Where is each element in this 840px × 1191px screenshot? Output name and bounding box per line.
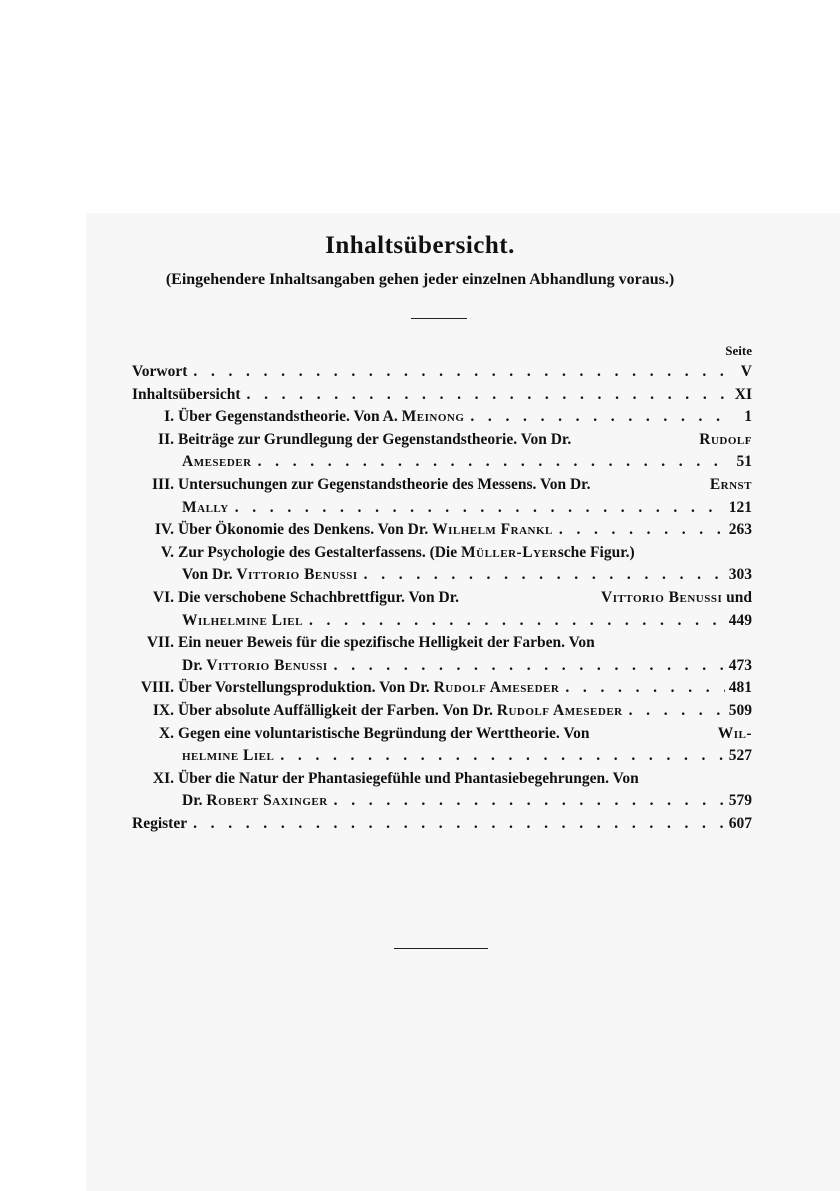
toc-page-number: 527 <box>728 747 752 765</box>
toc-entry-title <box>178 406 470 429</box>
toc-entry-title <box>182 655 334 678</box>
toc-entry-10-line-2 <box>132 745 752 768</box>
toc-title-text: sche Figur.) <box>557 543 635 561</box>
toc-author: Wilhelmine Liel <box>182 611 303 629</box>
toc-title-text: Über Gegenstandstheorie. Von A. <box>178 408 398 426</box>
toc-entry-label: Register <box>132 814 188 832</box>
toc-title-text: Von Dr. <box>182 566 233 584</box>
dot-leader <box>193 361 726 384</box>
toc-title-text: Über absolute Auffälligkeit der Farben. Von Dr. <box>178 701 493 719</box>
dot-leader <box>364 564 725 587</box>
toc-title-text: Dr. <box>182 656 203 674</box>
toc-entry-numeral: VII. <box>146 634 174 652</box>
toc-entry-6-line-2 <box>132 610 752 633</box>
toc-author: helmine Liel <box>182 747 275 765</box>
toc-entry-title: Ein neuer Beweis für die spezifische Helligkeit der Farben. Von <box>178 634 595 652</box>
toc-entry-11-line-2 <box>132 790 752 813</box>
toc-entry-numeral: IV. <box>154 521 174 539</box>
toc-entry-register <box>132 813 752 836</box>
toc-entry-7-line-1 <box>132 632 752 655</box>
toc-author: Rudolf <box>699 430 752 448</box>
toc-entry-title <box>178 429 752 452</box>
toc-entry-2-line-1 <box>132 429 752 452</box>
toc-entry-title: Über die Natur der Phantasiegefühle und Phantasiebegehrungen. Von <box>178 769 639 787</box>
dot-leader <box>629 700 725 723</box>
toc-entry-numeral: VI. <box>152 588 174 606</box>
top-divider <box>411 318 467 319</box>
toc-page-number: 473 <box>728 656 752 674</box>
toc-entry-title <box>178 723 752 746</box>
toc-title-text: Gegen eine voluntaristische Begründung der Werttheorie. Von <box>178 724 590 742</box>
toc-author: Müller-Lyer <box>461 543 558 561</box>
toc-entry-3-line-1 <box>132 474 752 497</box>
toc-entry-numeral: I. <box>164 408 174 426</box>
toc-entry-numeral: III. <box>152 475 174 493</box>
page-title: Inhaltsübersicht. <box>325 232 515 259</box>
toc-page-number: XI <box>734 385 752 403</box>
dot-leader <box>309 610 725 633</box>
toc-entry-title <box>178 587 752 610</box>
toc-entry-5-line-2 <box>132 564 752 587</box>
toc-author: Rudolf Ameseder <box>433 679 560 697</box>
dot-leader <box>565 677 724 700</box>
dot-leader <box>280 745 724 768</box>
dot-leader <box>258 451 726 474</box>
toc-page-number: 481 <box>728 679 752 697</box>
toc-title-text: Untersuchungen zur Gegenstandstheorie des Messens. Von Dr. <box>178 475 591 493</box>
dot-leader <box>235 497 725 520</box>
toc-entry-1 <box>132 406 752 429</box>
dot-leader <box>334 655 725 678</box>
toc-entry-inhalt <box>132 384 752 407</box>
toc-author: Ernst <box>709 475 752 493</box>
toc-author: Wil- <box>717 724 752 742</box>
toc-page-number: 303 <box>728 566 752 584</box>
toc-entry-numeral: II. <box>158 430 174 448</box>
dot-leader <box>334 790 725 813</box>
toc-title-text: Die verschobene Schachbrettfigur. Von Dr. <box>178 588 460 606</box>
toc-title-text: Beiträge zur Grundlegung der Gegenstandstheorie. Von Dr. <box>178 430 572 448</box>
toc-entry-7-line-2 <box>132 655 752 678</box>
toc-author: Meinong <box>401 408 465 426</box>
toc-author: Vittorio Benussi <box>236 566 358 584</box>
toc-author: Vittorio Benussi <box>206 656 328 674</box>
toc-author: Vittorio Benussi <box>601 588 723 606</box>
toc-author: Mally <box>182 498 229 516</box>
bottom-divider <box>394 948 488 949</box>
toc-entry-numeral: IX. <box>152 701 174 719</box>
toc-entry-numeral: XI. <box>152 769 174 787</box>
toc-title-text: Über Ökonomie des Denkens. Von Dr. <box>178 521 429 539</box>
toc-entry-title <box>178 677 565 700</box>
toc-author: Ameseder <box>182 453 252 471</box>
toc-entry-title <box>178 519 559 542</box>
toc-page-number: 607 <box>728 814 752 832</box>
toc-entry-label: Inhaltsübersicht <box>132 385 241 403</box>
page-column-header: Seite <box>725 343 752 358</box>
toc-entry-5-line-1 <box>132 542 752 565</box>
toc-page-number: 579 <box>728 792 752 810</box>
toc-title-text: und <box>726 588 752 606</box>
table-of-contents <box>132 361 752 835</box>
toc-author: Rudolf Ameseder <box>496 701 623 719</box>
toc-entry-8 <box>132 677 752 700</box>
toc-author: Wilhelm Frankl <box>432 521 553 539</box>
toc-entry-10-line-1 <box>132 723 752 746</box>
dot-leader <box>247 384 726 407</box>
toc-entry-title <box>178 474 752 497</box>
toc-author-group <box>601 587 752 610</box>
toc-page-number: 449 <box>728 611 752 629</box>
toc-entry-9 <box>132 700 752 723</box>
toc-title-text: Dr. <box>182 792 203 810</box>
dot-leader <box>559 519 725 542</box>
toc-title-text: Zur Psychologie des Gestalterfassens. (Die <box>178 543 458 561</box>
toc-page-number: 121 <box>728 498 752 516</box>
dot-leader <box>193 813 725 836</box>
toc-entry-vorwort <box>132 361 752 384</box>
toc-entry-numeral: VIII. <box>140 679 174 697</box>
toc-title-text: Über Vorstellungsproduktion. Von Dr. <box>178 679 430 697</box>
toc-entry-numeral: V. <box>160 543 174 561</box>
toc-author: Robert Saxinger <box>206 792 328 810</box>
toc-entry-2-line-2 <box>132 451 752 474</box>
toc-entry-title <box>178 542 641 565</box>
toc-page-number: 263 <box>728 521 752 539</box>
page-subtitle: (Eingehendere Inhaltsangaben gehen jeder einzelnen Abhandlung voraus.) <box>165 271 675 288</box>
toc-entry-3-line-2 <box>132 497 752 520</box>
toc-entry-6-line-1 <box>132 587 752 610</box>
toc-page-number: 51 <box>736 453 752 471</box>
toc-entry-label: Vorwort <box>132 363 188 380</box>
toc-page-number: 1 <box>744 408 752 426</box>
toc-page-number: V <box>740 363 752 380</box>
toc-entry-11-line-1 <box>132 768 752 791</box>
toc-entry-numeral: X. <box>158 724 174 742</box>
toc-entry-title <box>178 700 629 723</box>
dot-leader <box>470 406 726 429</box>
toc-page-number: 509 <box>728 701 752 719</box>
toc-entry-title <box>182 790 334 813</box>
toc-entry-4 <box>132 519 752 542</box>
toc-entry-title <box>182 564 364 587</box>
